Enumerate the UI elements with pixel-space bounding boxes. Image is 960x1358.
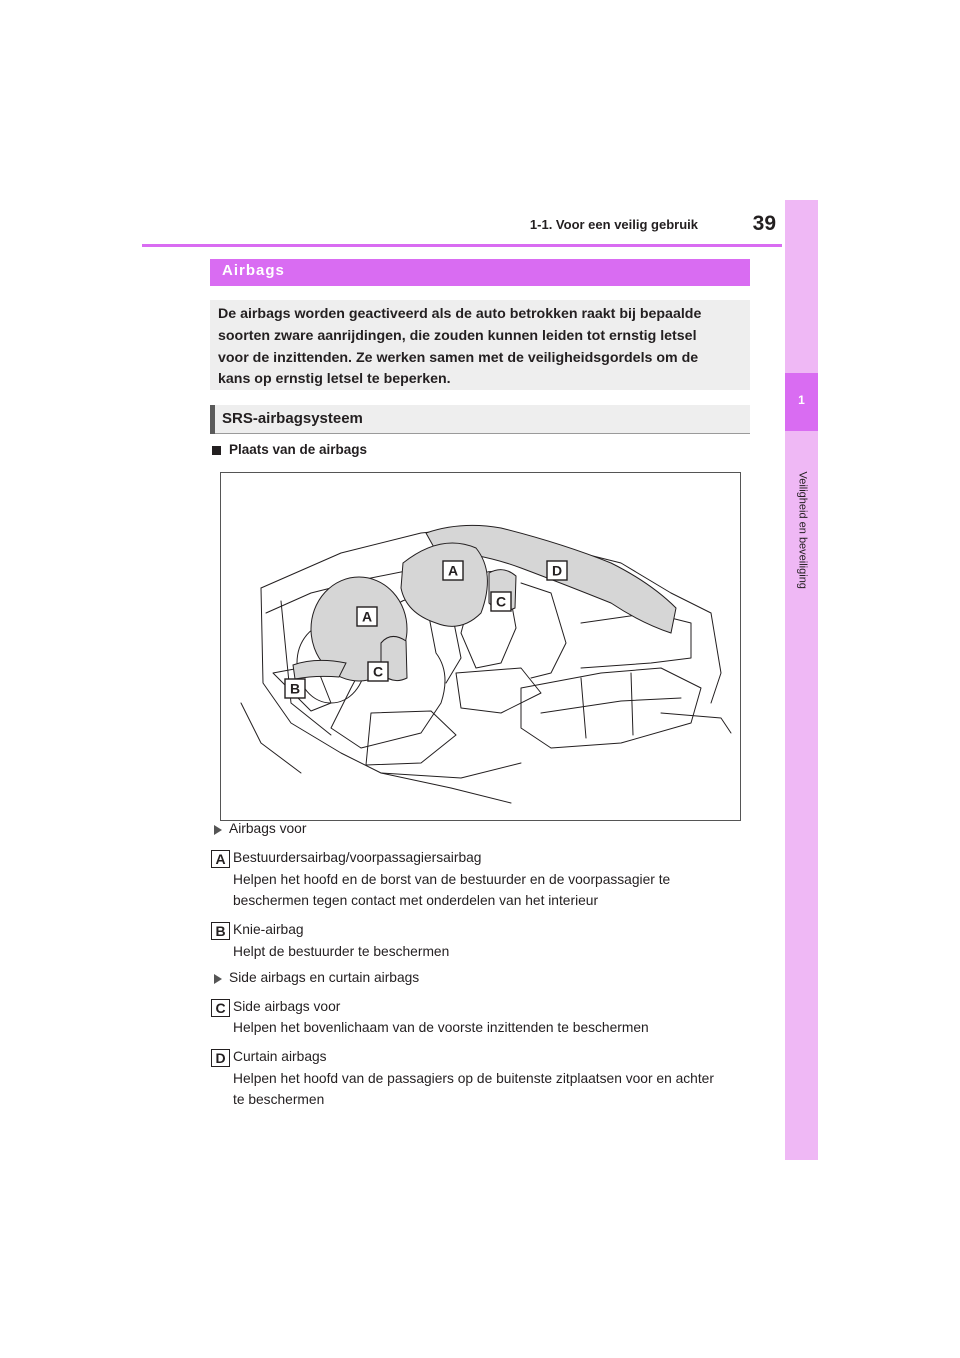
chapter-title: Veiligheid en beveiliging bbox=[796, 471, 809, 589]
item-description: Helpen het bovenlichaam van de voorste inzittenden te beschermen bbox=[233, 1020, 649, 1035]
square-bullet-icon bbox=[212, 446, 221, 455]
item-description: Helpt de bestuurder te beschermen bbox=[233, 944, 450, 959]
callout-d-curtain bbox=[547, 561, 567, 580]
svg-text:C: C bbox=[372, 663, 384, 680]
header-rule bbox=[142, 244, 782, 247]
intro-line: De airbags worden geactiveerd als de auto betrokken raakt bij bepaalde bbox=[218, 306, 702, 322]
location-heading: Plaats van de airbags bbox=[229, 442, 368, 457]
callout-b-knee bbox=[285, 679, 305, 698]
svg-text:B: B bbox=[289, 680, 301, 697]
triangle-bullet-icon bbox=[214, 974, 222, 984]
airbag-location-figure bbox=[220, 472, 741, 821]
intro-text bbox=[218, 304, 746, 391]
svg-text:C: C bbox=[495, 593, 507, 610]
group-title: Airbags voor bbox=[229, 821, 307, 836]
svg-text:A: A bbox=[447, 562, 459, 579]
item-name: Bestuurdersairbag/voorpassagiersairbag bbox=[233, 850, 482, 865]
page-number: 39 bbox=[752, 212, 776, 235]
label-a-box: A bbox=[211, 850, 230, 868]
intro-line: kans op ernstig letsel te beperken. bbox=[218, 371, 451, 388]
svg-text:A: A bbox=[361, 608, 373, 625]
section-title: Airbags bbox=[222, 262, 285, 279]
item-name: Side airbags voor bbox=[233, 999, 341, 1014]
intro-line: soorten zware aanrijdingen, die zouden kunnen leiden tot ernstig letsel bbox=[218, 327, 697, 344]
knee-airbag-shape bbox=[293, 660, 346, 679]
item-description: te beschermen bbox=[233, 1092, 325, 1107]
subsection-title: SRS-airbagsysteem bbox=[222, 410, 363, 427]
car-interior-illustration bbox=[221, 473, 740, 820]
chapter-side-tab bbox=[785, 200, 818, 1160]
section-title-bar bbox=[210, 259, 750, 286]
label-b-box: B bbox=[211, 922, 230, 940]
passenger-airbag-shape bbox=[401, 543, 487, 626]
group-title: Side airbags en curtain airbags bbox=[229, 970, 420, 985]
item-name: Knie-airbag bbox=[233, 922, 304, 937]
callout-c-driver-side bbox=[368, 662, 388, 681]
item-description: beschermen tegen contact met onderdelen van het interieur bbox=[233, 893, 599, 908]
subsection-accent bbox=[210, 405, 215, 434]
item-description: Helpen het hoofd en de borst van de bestuurder en de voorpassagier te bbox=[233, 872, 671, 887]
callout-a-passenger bbox=[443, 561, 463, 580]
label-d-box: D bbox=[211, 1049, 230, 1067]
callout-c-passenger-side bbox=[491, 592, 511, 611]
svg-text:D: D bbox=[551, 562, 563, 579]
intro-line: voor de inzittenden. Ze werken samen met de veiligheidsgordels om de bbox=[218, 349, 699, 366]
triangle-bullet-icon bbox=[214, 825, 222, 835]
header-section-path: 1-1. Voor een veilig gebruik bbox=[529, 217, 698, 232]
item-description: Helpen het hoofd van de passagiers op de buitenste zitplaatsen voor en achter bbox=[233, 1071, 714, 1086]
item-name: Curtain airbags bbox=[233, 1049, 327, 1064]
chapter-number: 1 bbox=[798, 393, 805, 407]
label-c-box: C bbox=[211, 999, 230, 1017]
callout-a-driver bbox=[357, 607, 377, 626]
